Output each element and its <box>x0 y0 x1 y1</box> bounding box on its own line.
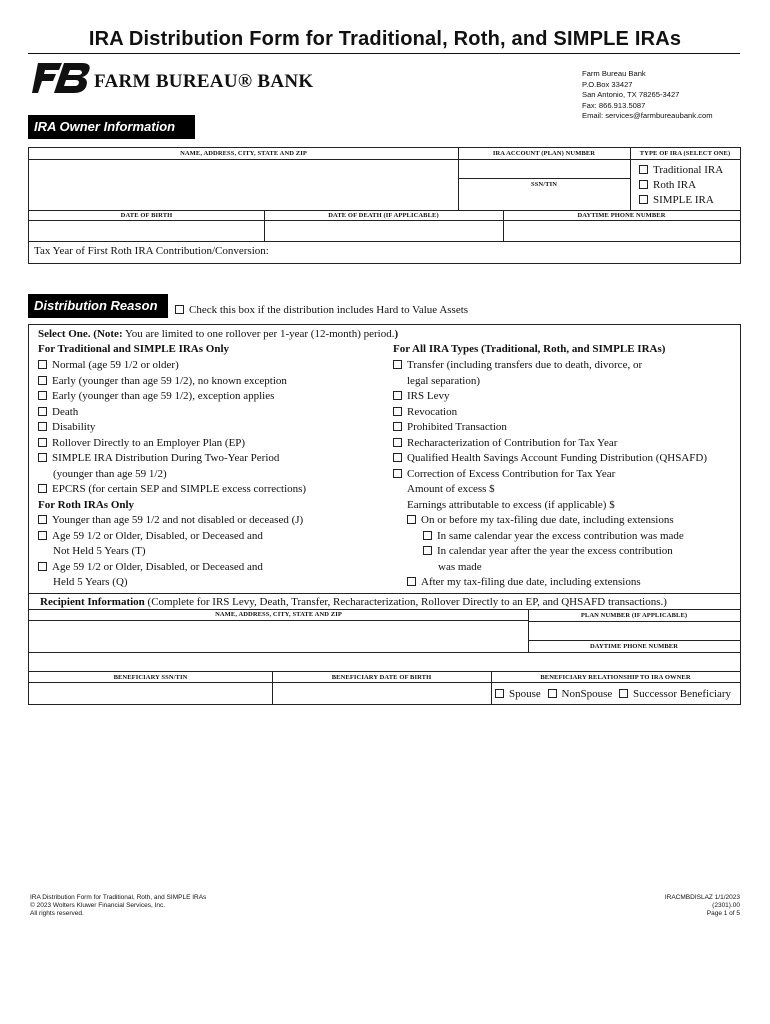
reason-rollover-ep[interactable] <box>38 436 245 452</box>
reason-prohibited[interactable] <box>393 420 507 436</box>
ira-type-simple[interactable] <box>639 193 714 209</box>
checkbox[interactable] <box>407 515 416 524</box>
option-label: Recharacterization of Contribution for Tax Year <box>407 436 618 449</box>
address-line: P.O.Box 33427 <box>582 79 633 89</box>
reason-qhsafd[interactable] <box>393 451 707 467</box>
ira-type-traditional[interactable] <box>639 163 723 179</box>
reason-excess-correction[interactable] <box>393 467 615 483</box>
form-version: (2301).00 <box>712 902 740 909</box>
owner-name-header: NAME, ADDRESS, CITY, STATE AND ZIP <box>180 150 307 157</box>
checkbox[interactable] <box>38 407 47 416</box>
address-line: San Antonio, TX 78265-3427 <box>582 90 680 100</box>
checkbox[interactable] <box>619 689 628 698</box>
earnings-label: Earnings attributable to excess (if applicable) $ <box>407 498 615 511</box>
owner-name-input[interactable] <box>29 160 457 209</box>
option-label: Traditional IRA <box>653 164 724 176</box>
title-rule <box>28 53 740 54</box>
excess-same-year[interactable] <box>423 529 684 545</box>
excess-after-year-cont: was made <box>438 560 482 573</box>
traditional-heading: For Traditional and SIMPLE IRAs Only <box>38 343 230 355</box>
option-label: Revocation <box>407 405 458 418</box>
form-code: IRACMBDISLAZ 1/1/2023 <box>664 894 740 901</box>
checkbox[interactable] <box>639 180 648 189</box>
checkbox[interactable] <box>548 689 557 698</box>
relationship-spouse[interactable] <box>495 688 541 700</box>
distribution-section-header: Distribution Reason <box>28 294 168 318</box>
footer-left <box>30 894 206 918</box>
option-label: SIMPLE IRA Distribution During Two-Year Period <box>52 452 280 464</box>
checkbox[interactable] <box>38 515 47 524</box>
option-label: Spouse <box>509 688 541 700</box>
address-line: Email: services@farmbureaubank.com <box>582 111 713 121</box>
form-title: IRA Distribution Form for Traditional, Roth, and SIMPLE IRAs <box>88 28 682 50</box>
beneficiary-relationship-header: BENEFICIARY RELATIONSHIP TO IRA OWNER <box>540 674 691 681</box>
address-line: Farm Bureau Bank <box>582 69 646 78</box>
roth-held-5[interactable] <box>38 560 263 576</box>
option-label: After my tax-filing due date, including extensions <box>421 576 641 588</box>
beneficiary-dob-input[interactable] <box>273 683 490 704</box>
amount-excess-label: Amount of excess $ <box>407 483 495 495</box>
option-label: Early (younger than age 59 1/2), exception applies <box>52 390 275 402</box>
reason-revocation[interactable] <box>393 405 457 421</box>
checkbox[interactable] <box>393 422 402 431</box>
bank-logo <box>32 61 332 95</box>
recipient-name-header: NAME, ADDRESS, CITY, STATE AND ZIP <box>215 611 342 618</box>
option-label: Age 59 1/2 or Older, Disabled, or Deceased and <box>52 560 263 573</box>
reason-early-no-exception[interactable] <box>38 374 287 390</box>
checkbox[interactable] <box>38 453 47 462</box>
checkbox[interactable] <box>38 391 47 400</box>
hard-to-value-option[interactable] <box>175 303 468 319</box>
relationship-options <box>495 687 731 703</box>
checkbox[interactable] <box>407 577 416 586</box>
option-label: Prohibited Transaction <box>407 421 507 433</box>
owner-info-table <box>28 147 741 264</box>
option-label: Correction of Excess Contribution for Tax Year <box>407 467 616 480</box>
recipient-heading: Recipient Information (Complete for IRS Levy, Death, Transfer, Recharacterization, Rollover Directly to an EP, and QHSAFD transactions.) <box>40 596 667 608</box>
account-number-input[interactable] <box>459 160 629 178</box>
checkbox[interactable] <box>423 546 432 555</box>
plan-number-input[interactable] <box>529 622 740 640</box>
reason-disability[interactable] <box>38 420 95 436</box>
dob-header: DATE OF BIRTH <box>120 212 173 219</box>
account-number-header: IRA ACCOUNT (PLAN) NUMBER <box>492 150 596 157</box>
option-label: Qualified Health Savings Account Funding Distribution (QHSAFD) <box>407 452 708 464</box>
checkbox[interactable] <box>38 531 47 540</box>
option-label: Successor Beneficiary <box>633 688 732 700</box>
roth-younger[interactable] <box>38 513 303 529</box>
checkbox[interactable] <box>393 407 402 416</box>
reason-normal[interactable] <box>38 358 179 374</box>
recipient-name-input[interactable] <box>29 621 527 652</box>
reason-early-exception[interactable] <box>38 389 274 405</box>
option-label: Transfer (including transfers due to death, divorce, or <box>407 359 643 371</box>
checkbox[interactable] <box>393 453 402 462</box>
footer-line: All rights reserved. <box>30 910 84 917</box>
checkbox[interactable] <box>175 305 184 314</box>
option-label: Age 59 1/2 or Older, Disabled, or Deceased and <box>52 529 263 542</box>
reason-irs-levy[interactable] <box>393 389 449 405</box>
option-label: In calendar year after the year the excess contribution <box>437 545 673 557</box>
checkbox[interactable] <box>393 469 402 478</box>
bank-address <box>582 69 713 122</box>
checkbox[interactable] <box>393 438 402 447</box>
reason-simple-two-year[interactable] <box>38 451 279 467</box>
ssn-input[interactable] <box>459 190 629 209</box>
roth-not-held-5-cont: Not Held 5 Years (T) <box>53 545 146 557</box>
distribution-box <box>28 324 741 705</box>
recipient-phone-header: DAYTIME PHONE NUMBER <box>589 643 679 650</box>
option-label: Death <box>52 405 79 418</box>
option-label: Rollover Directly to an Employer Plan (EP) <box>52 436 246 449</box>
beneficiary-dob-header: BENEFICIARY DATE OF BIRTH <box>331 674 432 681</box>
page-number: Page 1 of 5 <box>706 910 740 917</box>
excess-after-year[interactable] <box>423 544 673 560</box>
footer-right <box>665 894 740 918</box>
reason-transfer[interactable] <box>393 358 642 374</box>
option-label: EPCRS (for certain SEP and SIMPLE excess corrections) <box>52 483 307 495</box>
checkbox[interactable] <box>38 438 47 447</box>
checkbox[interactable] <box>38 422 47 431</box>
logo-wordmark: FARM BUREAU® BANK <box>94 71 314 92</box>
option-label: SIMPLE IRA <box>653 194 714 206</box>
option-label: Early (younger than age 59 1/2), no known exception <box>52 374 287 387</box>
option-label: Roth IRA <box>653 179 697 191</box>
option-label: In same calendar year the excess contribution was made <box>437 529 684 542</box>
ira-type-header: TYPE OF IRA (SELECT ONE) <box>639 150 731 157</box>
checkbox[interactable] <box>38 360 47 369</box>
dod-input[interactable] <box>265 221 502 240</box>
option-label: IRS Levy <box>407 390 450 402</box>
checkbox[interactable] <box>38 376 47 385</box>
roth-not-held-5[interactable] <box>38 529 263 545</box>
checkbox[interactable] <box>38 562 47 571</box>
relationship-nonspouse[interactable] <box>548 688 613 700</box>
option-label: Disability <box>52 421 96 433</box>
ssn-header: SSN/TIN <box>531 181 557 188</box>
relationship-successor[interactable] <box>619 688 731 700</box>
all-types-heading: For All IRA Types (Traditional, Roth, and SIMPLE IRAs) <box>393 343 666 355</box>
beneficiary-ssn-input[interactable] <box>29 683 271 704</box>
footer-line: IRA Distribution Form for Traditional, Roth, and SIMPLE IRAs <box>30 894 207 901</box>
checkbox[interactable] <box>393 360 402 369</box>
tax-year-label: Tax Year of First Roth IRA Contribution/Conversion: <box>34 245 269 257</box>
beneficiary-ssn-header: BENEFICIARY SSN/TIN <box>113 674 188 681</box>
phone-header: DAYTIME PHONE NUMBER <box>577 212 666 219</box>
farm-bureau-logo-icon <box>32 61 92 95</box>
reason-death[interactable] <box>38 405 78 421</box>
reason-epcrs[interactable] <box>38 482 306 498</box>
checkbox[interactable] <box>423 531 432 540</box>
option-label: Younger than age 59 1/2 and not disabled or deceased (J) <box>52 514 304 526</box>
dob-input[interactable] <box>29 221 263 240</box>
checkbox[interactable] <box>639 165 648 174</box>
option-label: NonSpouse <box>561 688 613 700</box>
checkbox[interactable] <box>38 484 47 493</box>
ira-type-roth[interactable] <box>639 178 696 194</box>
roth-heading: For Roth IRAs Only <box>38 498 135 511</box>
excess-on-before[interactable] <box>407 513 674 529</box>
address-line: Fax: 866.913.5087 <box>582 100 646 110</box>
dod-header: DATE OF DEATH (IF APPLICABLE) <box>328 212 439 219</box>
reason-recharacterization[interactable] <box>393 436 617 452</box>
owner-section-header: IRA Owner Information <box>28 115 195 139</box>
transfer-continuation: legal separation) <box>407 374 480 387</box>
footer-line: © 2023 Wolters Kluwer Financial Services, Inc. <box>30 902 166 909</box>
roth-held-5-cont: Held 5 Years (Q) <box>53 576 128 588</box>
option-label: Check this box if the distribution includes Hard to Value Assets <box>189 304 469 316</box>
plan-number-header: PLAN NUMBER (IF APPLICABLE) <box>580 612 688 619</box>
excess-after-due[interactable] <box>407 575 641 591</box>
option-label: On or before my tax-filing due date, including extensions <box>421 514 674 526</box>
simple-continuation: (younger than age 59 1/2) <box>53 467 167 480</box>
select-one-note: Select One. (Note: You are limited to one rollover per 1-year (12-month) period.) <box>38 328 399 340</box>
option-label: Normal (age 59 1/2 or older) <box>52 359 179 371</box>
checkbox[interactable] <box>495 689 504 698</box>
phone-input[interactable] <box>504 221 740 240</box>
checkbox[interactable] <box>393 391 402 400</box>
checkbox[interactable] <box>639 195 648 204</box>
